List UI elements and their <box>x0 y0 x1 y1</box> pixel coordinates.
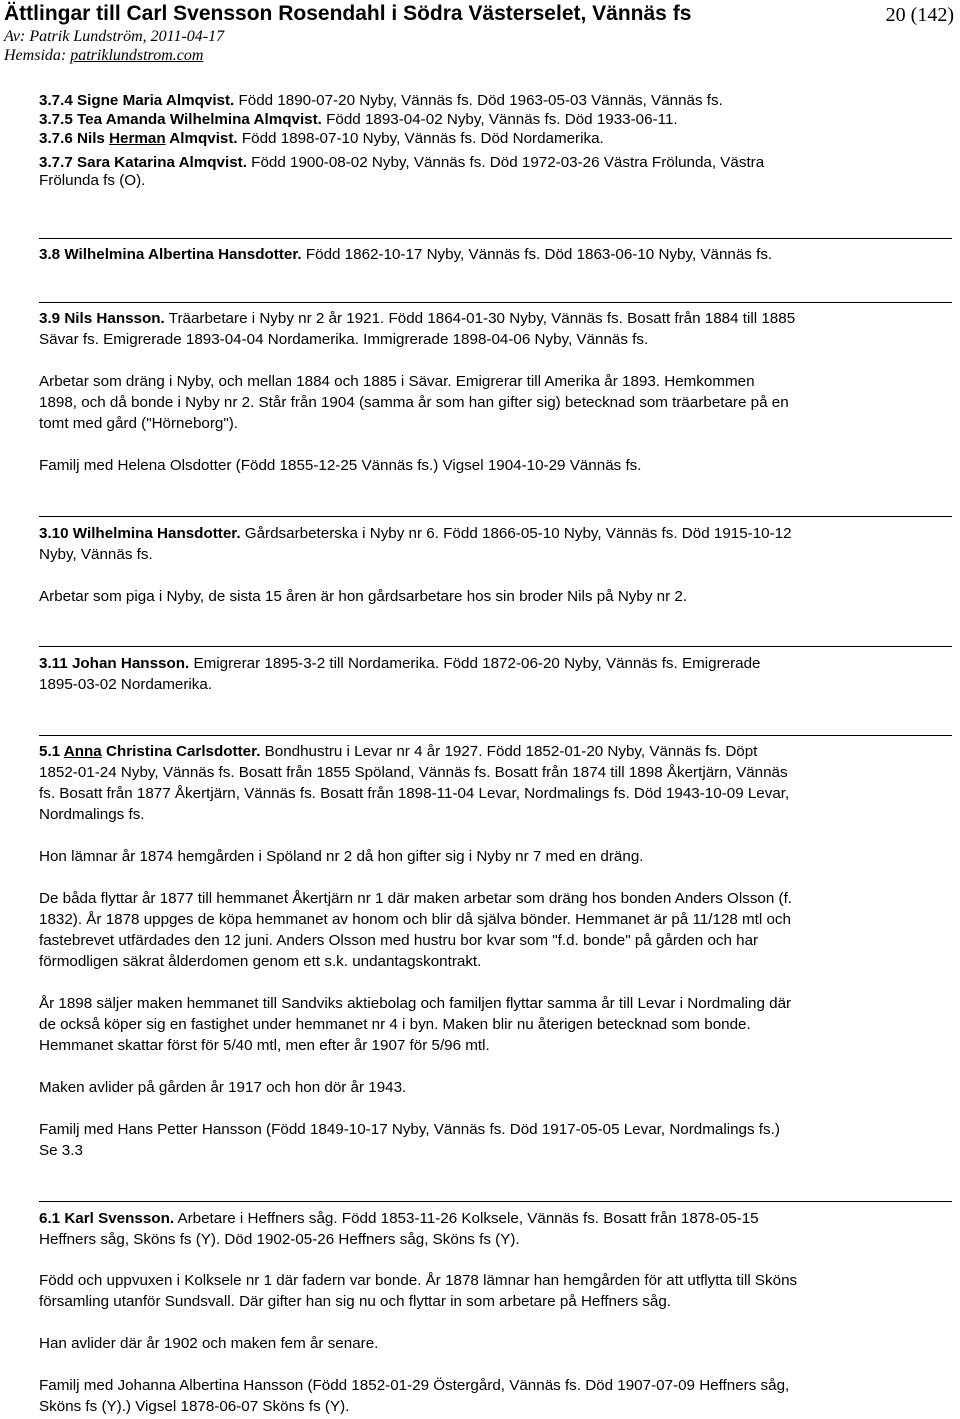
entry-6-1-family <box>39 1375 951 1417</box>
person-name <box>77 130 238 147</box>
entry-text: Arbetare i Heffners såg. Född 1853-11-26 Kolksele, Vännäs fs. Bosatt från 1878-05-15 <box>174 1210 759 1227</box>
person-name: Johan Hansson. <box>71 655 190 672</box>
entry-5-1-family <box>39 1119 951 1161</box>
entry-3-11 <box>39 653 951 695</box>
entry-number: 3.9 <box>39 310 65 327</box>
note-line: Född och uppvuxen i Kolksele nr 1 där fadern var bonde. År 1878 lämnar han hemgården för att utflytta till Sköns <box>39 1272 798 1289</box>
entry-5-1-note-3 <box>39 993 951 1056</box>
entry-text: Sävar fs. Emigrerade 1893-04-04 Nordamerika. Immigrerade 1898-04-06 Nyby, Vännäs fs. <box>39 331 649 348</box>
person-name <box>64 743 261 760</box>
separator-rule <box>39 302 952 303</box>
entry-text: 1895-03-02 Nordamerika. <box>39 676 213 693</box>
person-name: Wilhelmina Hansdotter. <box>72 525 241 542</box>
entry-text: Emigrerar 1895-3-2 till Nordamerika. Född 1872-06-20 Nyby, Vännäs fs. Emigrerade <box>189 655 761 672</box>
call-name: Anna <box>63 743 102 760</box>
note-line: församling utanför Sundsvall. Där gifter han sig nu och flyttar in som arbetare på Heffners såg. <box>39 1293 672 1310</box>
note-line: 1898, och då bonde i Nyby nr 2. Står från 1904 (samma år som han gifter sig) betecknad som träarbetare på en <box>39 394 789 411</box>
note-line: Hon lämnar år 1874 hemgården i Spöland nr 2 då hon gifter sig i Nyby nr 7 med en dräng. <box>39 848 644 865</box>
note-line: fastebrevet utfärdades den 12 juni. Anders Olsson med hustru bor kvar som "f.d. bonde" på gården och har <box>39 932 759 949</box>
entry-text: Född 1900-08-02 Nyby, Vännäs fs. Död 1972-03-26 Västra Frölunda, Västra <box>246 154 765 171</box>
note-line: förmodligen säkrat ålderdomen genom ett s.k. undantagskontrakt. <box>39 953 482 970</box>
separator-rule <box>39 646 952 647</box>
entry-3-7-6 <box>39 130 951 148</box>
note-line: Maken avlider på gården år 1917 och hon dör år 1943. <box>39 1079 407 1096</box>
entry-text: Träarbetare i Nyby nr 2 år 1921. Född 1864-01-30 Nyby, Vännäs fs. Bosatt från 1884 till 1885 <box>164 310 796 327</box>
website-line <box>4 47 203 65</box>
entry-number: 3.11 <box>39 655 72 672</box>
note-line: De båda flyttar år 1877 till hemmanet Åkertjärn nr 1 där maken arbetar som dräng hos bonden Anders Olsson (f. <box>39 890 793 907</box>
person-name: Wilhelmina Albertina Hansdotter. <box>64 246 302 263</box>
call-name: Herman <box>109 130 166 147</box>
author-line: Av: Patrik Lundström, 2011-04-17 <box>4 28 225 45</box>
entry-text: Född 1898-07-10 Nyby, Vännäs fs. Död Nordamerika. <box>237 130 604 147</box>
separator-rule <box>39 735 952 736</box>
family-line: Se 3.3 <box>39 1142 83 1159</box>
note-line: Arbetar som piga i Nyby, de sista 15 åren är hon gårdsarbetare hos sin broder Nils på Nyby nr 2. <box>39 588 688 605</box>
entry-3-10 <box>39 523 951 565</box>
entry-text: Född 1893-04-02 Nyby, Vännäs fs. Död 1933-06-11. <box>321 111 678 128</box>
entry-6-1 <box>39 1208 951 1250</box>
website-label: Hemsida: <box>4 47 71 64</box>
note-line: de också köper sig en fastighet under hemmanet nr 4 i byn. Maken blir nu återigen betecknad som bonde. <box>39 1016 751 1033</box>
entry-5-1-note-1 <box>39 846 951 867</box>
entry-5-1 <box>39 741 951 825</box>
page-header <box>4 0 956 70</box>
entry-number: 3.7.4 <box>39 92 77 109</box>
name-part: Almqvist. <box>165 130 238 147</box>
entry-3-7-4 <box>39 92 951 110</box>
note-line: Han avlider där år 1902 och maken fem år senare. <box>39 1335 379 1352</box>
person-name: Nils Hansson. <box>64 310 165 327</box>
entry-3-10-notes <box>39 586 951 607</box>
entry-3-9-notes <box>39 371 951 434</box>
note-line: 1832). År 1878 uppges de köpa hemmanet av honom och blir då själva bönder. Hemmanet är på 11/128 mtl och <box>39 911 791 928</box>
entry-number: 3.7.7 <box>39 154 77 171</box>
family-line: Familj med Helena Olsdotter (Född 1855-12-25 Vännäs fs.) Vigsel 1904-10-29 Vännäs fs. <box>39 457 642 474</box>
website-link[interactable]: patriklundstrom.com <box>70 47 204 64</box>
entry-text: Bondhustru i Levar nr 4 år 1927. Född 1852-01-20 Nyby, Vännäs fs. Döpt <box>260 743 758 760</box>
note-line: Hemmanet skattar först för 5/40 mtl, men efter år 1907 för 5/96 mtl. <box>39 1037 490 1054</box>
entry-3-9 <box>39 308 951 350</box>
entry-text: fs. Bosatt från 1877 Åkertjärn, Vännäs fs. Bosatt från 1898-11-04 Levar, Nordmalings fs. Död 1943-10-09 Levar, <box>39 785 790 802</box>
separator-rule <box>39 1201 952 1202</box>
page-number: 20 (142) <box>885 4 954 26</box>
separator-rule <box>39 516 952 517</box>
entry-3-8 <box>39 244 951 265</box>
person-name: Tea Amanda Wilhelmina Almqvist. <box>77 111 322 128</box>
note-line: tomt med gård ("Hörneborg"). <box>39 415 239 432</box>
entry-6-1-note-1 <box>39 1270 951 1312</box>
entry-number: 6.1 <box>39 1210 65 1227</box>
family-line: Sköns fs (Y).) Vigsel 1878-06-07 Sköns fs (Y). <box>39 1398 350 1415</box>
family-line: Familj med Hans Petter Hansson (Född 1849-10-17 Nyby, Vännäs fs. Död 1917-05-05 Levar, Nordmalings fs.) <box>39 1121 780 1138</box>
entry-number: 5.1 <box>39 743 64 760</box>
entry-text: Född 1862-10-17 Nyby, Vännäs fs. Död 1863-06-10 Nyby, Vännäs fs. <box>301 246 773 263</box>
person-name: Karl Svensson. <box>64 1210 175 1227</box>
entry-5-1-note-4 <box>39 1077 951 1098</box>
note-line: År 1898 säljer maken hemmanet till Sandviks aktiebolag och familjen flyttar samma år till Levar i Nordmaling där <box>39 995 792 1012</box>
entry-text: Gårdsarbeterska i Nyby nr 6. Född 1866-05-10 Nyby, Vännäs fs. Död 1915-10-12 <box>240 525 792 542</box>
entry-text: Frölunda fs (O). <box>39 172 146 189</box>
entry-text: Heffners såg, Sköns fs (Y). Död 1902-05-26 Heffners såg, Sköns fs (Y). <box>39 1231 520 1248</box>
separator-rule <box>39 238 952 239</box>
entry-number: 3.8 <box>39 246 65 263</box>
entry-text: Nyby, Vännäs fs. <box>39 546 153 563</box>
person-name: Sara Katarina Almqvist. <box>77 154 247 171</box>
entry-3-9-family <box>39 455 951 476</box>
entry-3-7-7 <box>39 154 951 190</box>
entry-number: 3.7.5 <box>39 111 77 128</box>
entry-text: Nordmalings fs. <box>39 806 145 823</box>
entry-number: 3.10 <box>39 525 73 542</box>
entry-text: Född 1890-07-20 Nyby, Vännäs fs. Död 1963-05-03 Vännäs, Vännäs fs. <box>234 92 723 109</box>
name-part: Nils <box>77 130 110 147</box>
family-line: Familj med Johanna Albertina Hansson (Född 1852-01-29 Östergård, Vännäs fs. Död 1907-07-09 Heffners såg, <box>39 1377 790 1394</box>
name-part: Christina Carlsdotter. <box>101 743 261 760</box>
entry-text: 1852-01-24 Nyby, Vännäs fs. Bosatt från 1855 Spöland, Vännäs fs. Bosatt från 1874 till 1898 Åkertjärn, Vännäs <box>39 764 788 781</box>
entry-6-1-note-2 <box>39 1333 951 1354</box>
entry-number: 3.7.6 <box>39 130 77 147</box>
entry-3-7-5 <box>39 111 951 129</box>
document-title: Ättlingar till Carl Svensson Rosendahl i Södra Västerselet, Vännäs fs <box>4 2 692 25</box>
entry-5-1-note-2 <box>39 888 951 972</box>
person-name: Signe Maria Almqvist. <box>77 92 235 109</box>
note-line: Arbetar som dräng i Nyby, och mellan 1884 och 1885 i Sävar. Emigrerar till Amerika år 1893. Hemkommen <box>39 373 755 390</box>
